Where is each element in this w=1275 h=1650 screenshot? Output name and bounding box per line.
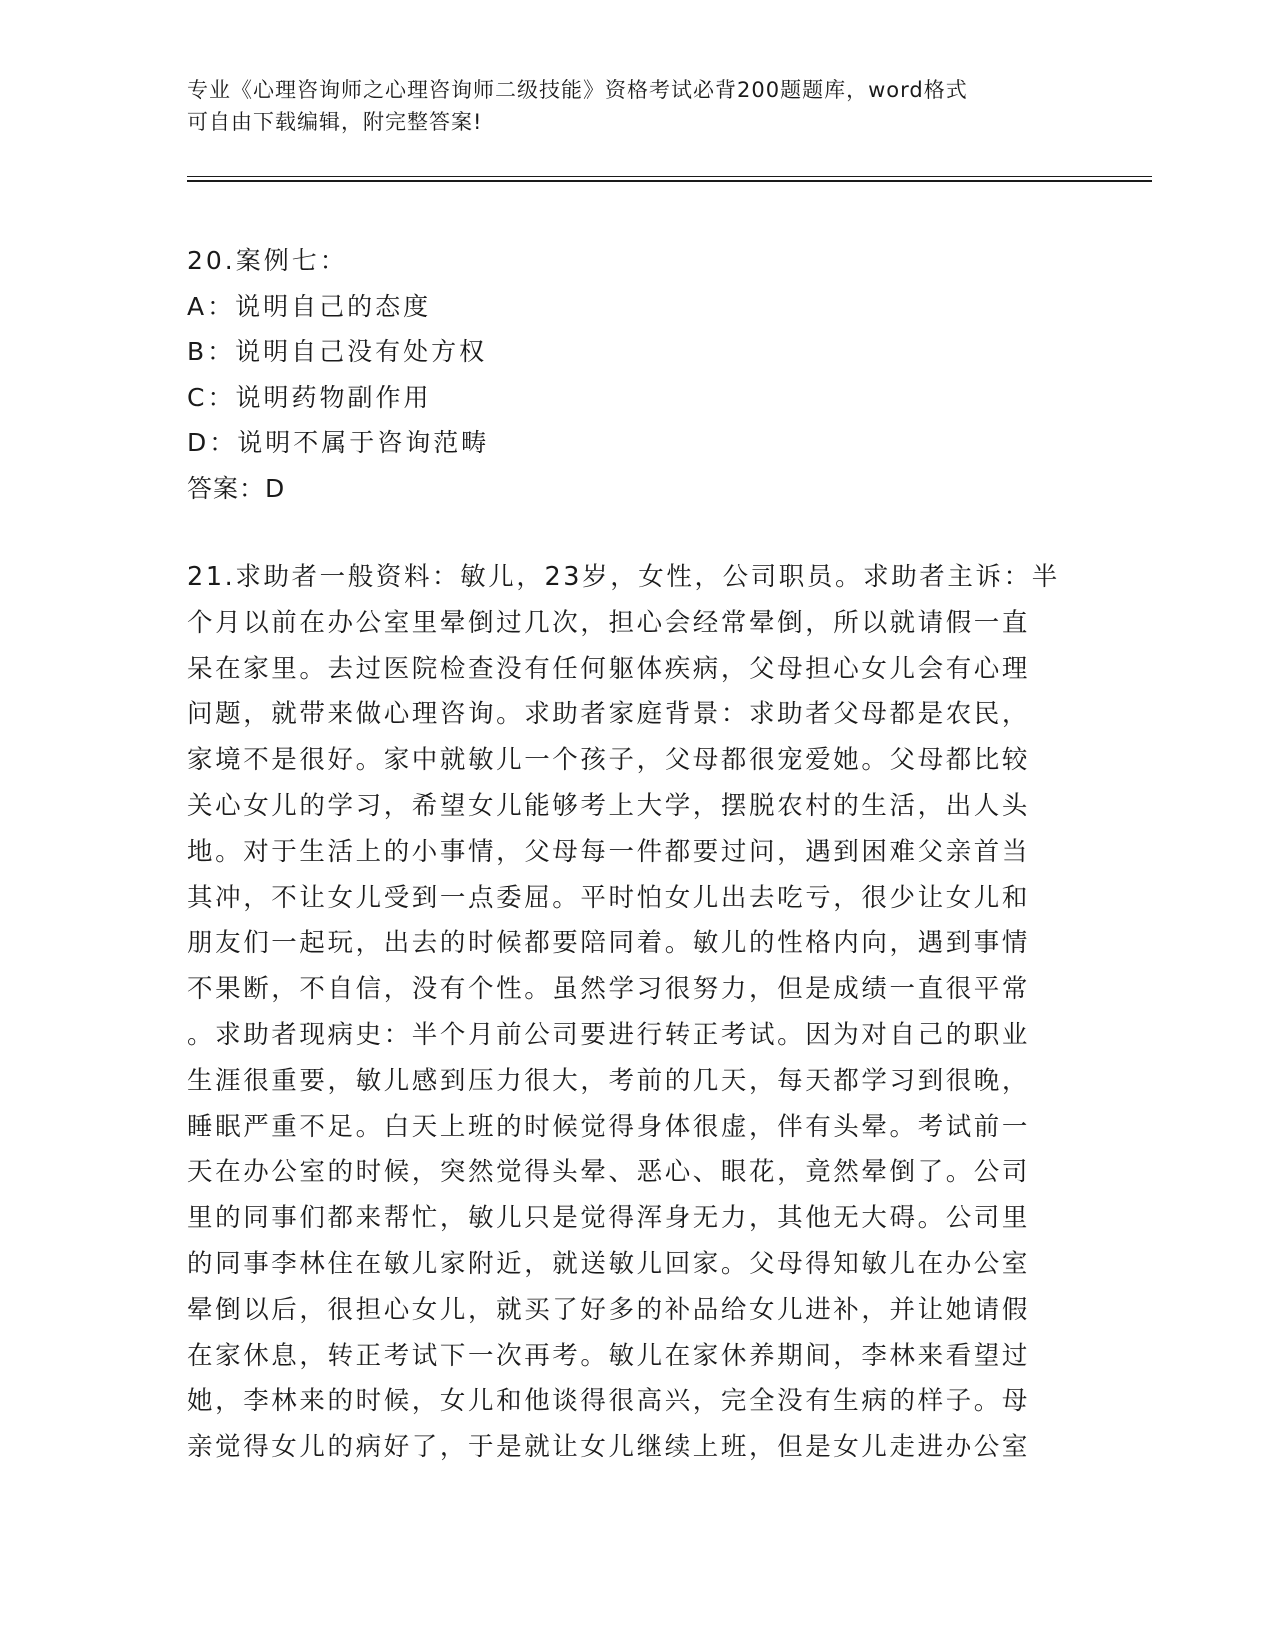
paragraph-line: 晕倒以后，很担心女儿，就买了好多的补品给女儿进补，并让她请假	[187, 1294, 1031, 1325]
header-line-2: 可自由下载编辑，附完整答案!	[187, 110, 483, 134]
paragraph-line: 不果断，不自信，没有个性。虽然学习很努力，但是成绩一直很平常	[187, 974, 1031, 1005]
document-header	[187, 74, 1087, 138]
paragraph-line: 在家休息，转正考试下一次再考。敏儿在家休养期间，李林来看望过	[187, 1340, 1031, 1371]
question-21	[187, 555, 1060, 1471]
paragraph-line: 里的同事们都来帮忙，敏儿只是觉得浑身无力，其他无大碍。公司里	[187, 1203, 1031, 1234]
header-line-1: 专业《心理咨询师之心理咨询师二级技能》资格考试必背200题题库，word格式	[187, 78, 968, 102]
paragraph-line: 。求助者现病史：半个月前公司要进行转正考试。因为对自己的职业	[187, 1019, 1031, 1050]
paragraph-line: 她，李林来的时候，女儿和他谈得很高兴，完全没有生病的样子。母	[187, 1386, 1031, 1417]
option-a: A：说明自己的态度	[187, 291, 432, 321]
option-b: B：说明自己没有处方权	[187, 337, 488, 366]
paragraph-line: 亲觉得女儿的病好了，于是就让女儿继续上班，但是女儿走进办公室	[187, 1432, 1031, 1463]
question-stem: 20.案例七：	[187, 246, 348, 275]
option-c: C：说明药物副作用	[187, 382, 432, 412]
answer-line: 答案：D	[187, 473, 286, 503]
header-divider-thin	[187, 176, 1152, 177]
paragraph-line: 关心女儿的学习，希望女儿能够考上大学，摆脱农村的生活，出人头	[187, 790, 1031, 821]
paragraph-line: 个月以前在办公室里晕倒过几次，担心会经常晕倒，所以就请假一直	[187, 607, 1031, 638]
question-20	[187, 238, 489, 511]
paragraph-line: 家境不是很好。家中就敏儿一个孩子，父母都很宠爱她。父母都比较	[187, 745, 1031, 776]
paragraph-line: 呆在家里。去过医院检查没有任何躯体疾病，父母担心女儿会有心理	[187, 653, 1031, 684]
paragraph-line: 问题，就带来做心理咨询。求助者家庭背景：求助者父母都是农民，	[187, 699, 1031, 730]
paragraph-line: 其冲，不让女儿受到一点委屈。平时怕女儿出去吃亏，很少让女儿和	[187, 882, 1031, 913]
paragraph-line: 的同事李林住在敏儿家附近，就送敏儿回家。父母得知敏儿在办公室	[187, 1248, 1031, 1279]
paragraph-line: 天在办公室的时候，突然觉得头晕、恶心、眼花，竟然晕倒了。公司	[187, 1157, 1031, 1188]
paragraph-line: 21.求助者一般资料：敏儿，23岁，女性，公司职员。求助者主诉：半	[187, 562, 1060, 592]
paragraph-line: 睡眠严重不足。白天上班的时候觉得身体很虚，伴有头晕。考试前一	[187, 1111, 1031, 1142]
paragraph-line: 朋友们一起玩，出去的时候都要陪同着。敏儿的性格内向，遇到事情	[187, 928, 1031, 959]
paragraph-line: 地。对于生活上的小事情，父母每一件都要过问，遇到困难父亲首当	[187, 836, 1031, 867]
paragraph-line: 生涯很重要，敏儿感到压力很大，考前的几天，每天都学习到很晚，	[187, 1065, 1031, 1096]
option-d: D：说明不属于咨询范畴	[187, 428, 490, 457]
header-divider-thick	[187, 180, 1152, 182]
